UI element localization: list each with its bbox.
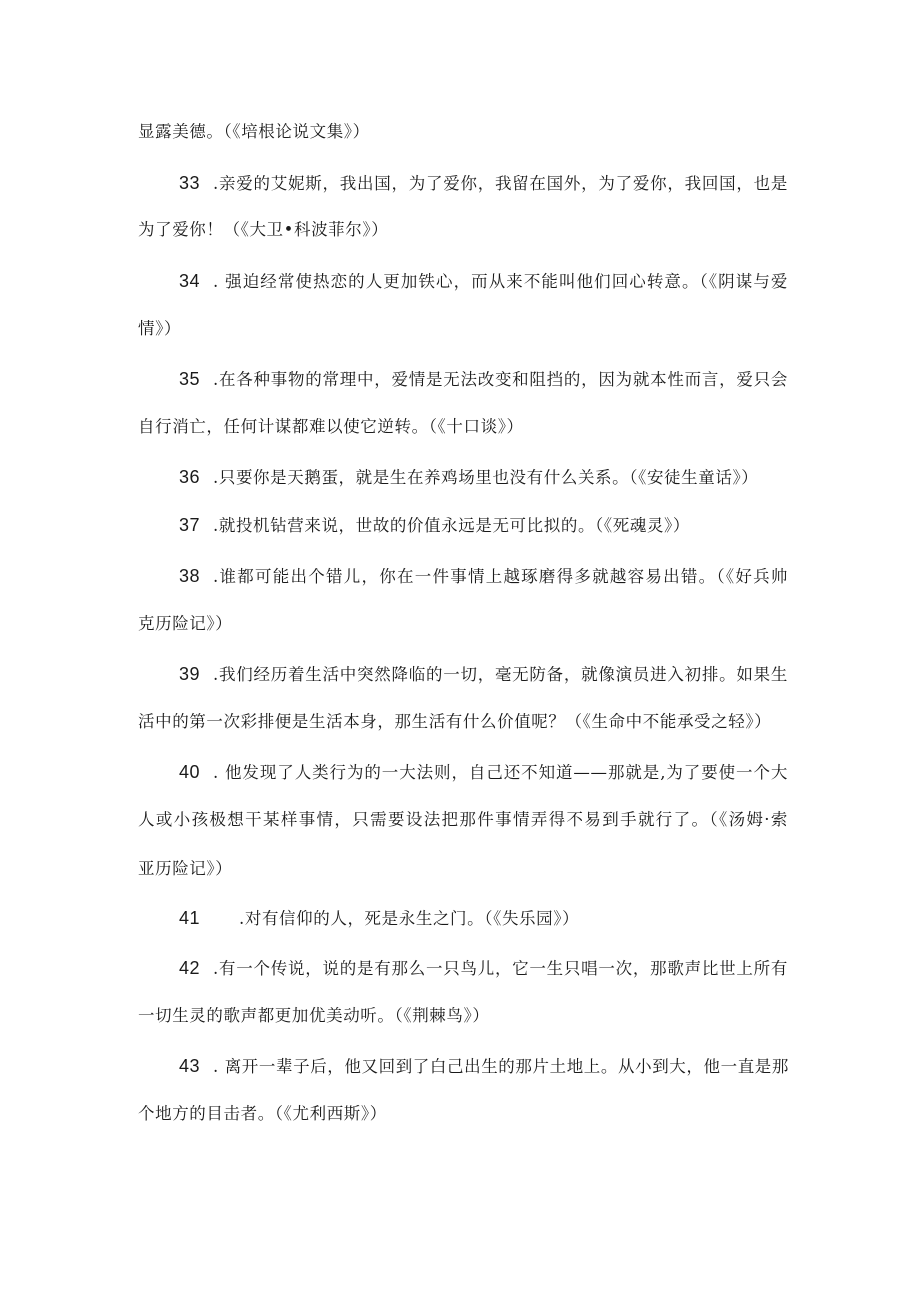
quote-39-number: 39 — [179, 664, 201, 684]
quote-35-line-1: 35 .在各种事物的常理中，爱情是无法改变和阻挡的，因为就本性而言，爱只会 — [179, 369, 788, 389]
quote-40-line-3: 亚历险记》） — [138, 859, 233, 878]
quote-40-line-2: 人或小孩极想干某样事情，只需要设法把那件事情弄得不易到手就行了。（《汤姆·索 — [138, 810, 788, 829]
quote-42-line-1: 42 .有一个传说，说的是有那么一只鸟儿，它一生只唱一次，那歌声比世上所有 — [179, 958, 788, 978]
quote-33-number: 33 — [179, 173, 201, 193]
quote-39-line-2: 活中的第一次彩排便是生活本身，那生活有什么价值呢？（《生命中不能承受之轻》） — [138, 712, 772, 731]
quote-36-number: 36 — [179, 467, 201, 487]
quote-37-line-1: 37 .就投机钻营来说，世故的价值永远是无可比拟的。（《死魂灵》） — [179, 515, 690, 535]
quote-40-number: 40 — [179, 762, 201, 782]
quote-41-line-1: 41 .对有信仰的人，死是永生之门。（《失乐园》） — [179, 908, 580, 928]
quote-41-number: 41 — [179, 908, 201, 928]
quote-37-number: 37 — [179, 515, 201, 535]
quote-33-line-2: 为了爱你！（《大卫•科波菲尔》） — [138, 220, 389, 239]
quote-40-line-1: 40 . 他发现了人类行为的一大法则，自己还不知道——那就是,为了要使一个大 — [179, 762, 788, 782]
quote-39-line-1: 39 .我们经历着生活中突然降临的一切，毫无防备，就像演员进入初排。如果生 — [179, 664, 788, 684]
quote-35-line-2: 自行消亡，任何计谋都难以使它逆转。（《十口谈》） — [138, 417, 524, 436]
quote-34-line-2: 情》） — [138, 319, 182, 338]
quote-38-line-2: 克历险记》） — [138, 614, 233, 633]
quote-35-number: 35 — [179, 369, 201, 389]
quote-33-line-1: 33 .亲爱的艾妮斯，我出国，为了爱你，我留在国外，为了爱你，我回国，也是 — [179, 173, 788, 193]
quote-43-line-2: 个地方的目击者。（《尤利西斯》） — [138, 1104, 387, 1123]
quote-34-line-1: 34 . 强迫经常使热恋的人更加铁心，而从来不能叫他们回心转意。（《阴谋与爱 — [179, 271, 788, 291]
quote-43-line-1: 43 . 离开一辈子后，他又回到了白己出生的那片土地上。从小到大，他一直是那 — [179, 1056, 789, 1076]
quote-34-number: 34 — [179, 271, 201, 291]
quote-38-number: 38 — [179, 566, 201, 586]
text-line-intro: 显露美德。（《培根论说文集》） — [138, 122, 370, 141]
quote-36-line-1: 36 .只要你是天鹅蛋，就是生在养鸡场里也没有什么关系。（《安徒生童话》） — [179, 467, 759, 487]
quote-42-line-2: 一切生灵的歌声都更加优美动听。（《荆棘鸟》） — [138, 1006, 490, 1025]
quote-43-number: 43 — [179, 1056, 201, 1076]
quote-42-number: 42 — [179, 958, 201, 978]
quote-38-line-1: 38 .谁都可能出个错儿，你在一件事情上越琢磨得多就越容易出错。（《好兵帅 — [179, 566, 788, 586]
